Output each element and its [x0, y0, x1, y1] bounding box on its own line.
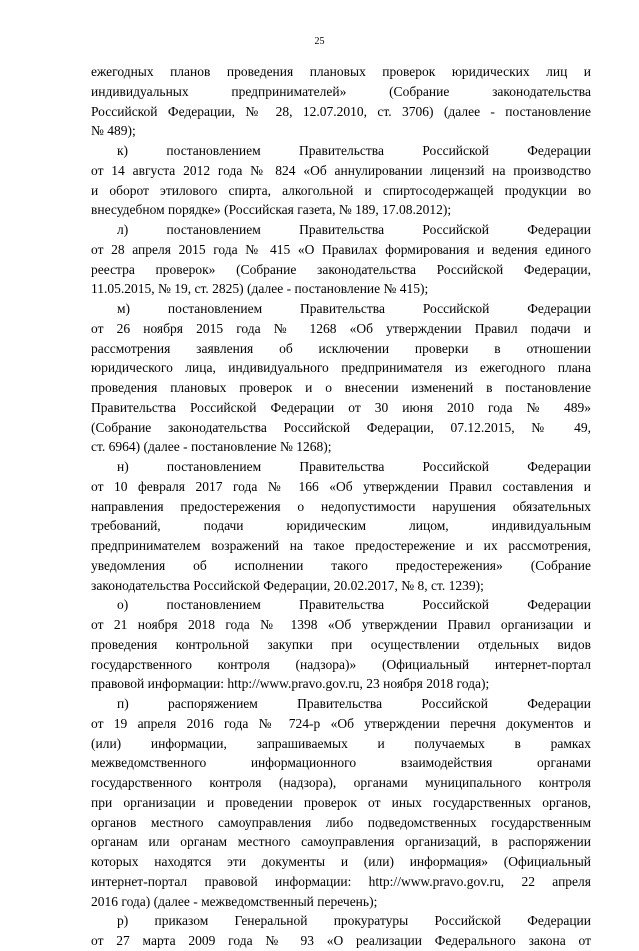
text-line: уведомления об исполнении такого предостережения» (Собрание: [91, 557, 591, 573]
text-line: юридического лица, индивидуального предпринимателя из ежегодного плана: [91, 360, 591, 376]
text-line: № 489);: [91, 123, 136, 139]
text-line: (или) информации, запрашиваемых и получаемых в рамках: [91, 735, 591, 751]
text-line: от 21 ноября 2018 года № 1398 «Об утверждении Правил организации и: [91, 617, 591, 632]
text-line: от 10 февраля 2017 года № 166 «Об утверждении Правил составления и: [91, 478, 591, 494]
document-body: [91, 62, 591, 951]
text-line: интернет-портал правовой информации: http://www.pravo.gov.ru, 22 апреля: [91, 873, 591, 889]
text-line: 2016 года) (далее - межведомственный перечень);: [91, 893, 378, 909]
paragraph: [91, 595, 591, 694]
text-line: правовой информации: http://www.pravo.gov.ru, 23 ноября 2018 года);: [91, 676, 490, 692]
text-line: реестра проверок» (Собрание законодательства Российской Федерации,: [91, 261, 591, 277]
text-line: м) постановлением Правительства Российской Федерации: [117, 301, 591, 316]
text-line: н) постановлением Правительства Российской Федерации: [117, 459, 591, 474]
text-line: внесудебном порядке» (Российская газета, № 189, 17.08.2012);: [91, 202, 452, 218]
text-line: 11.05.2015, № 19, ст. 2825) (далее - постановление № 415);: [91, 281, 429, 297]
text-line: Российской Федерации, № 28, 12.07.2010, ст. 3706) (далее - постановление: [91, 103, 591, 119]
text-line: от 19 апреля 2016 года № 724-р «Об утверждении перечня документов и: [91, 715, 591, 731]
text-line: ежегодных планов проведения плановых проверок юридических лиц и: [91, 64, 591, 79]
text-line: требований, подачи юридическим лицом, индивидуальным: [91, 518, 591, 534]
text-line: которых находятся эти документы и (или) информация» (Официальный: [91, 854, 591, 869]
text-line: от 28 апреля 2015 года № 415 «О Правилах формирования и ведения единого: [91, 241, 591, 257]
paragraph: [91, 220, 591, 299]
page-number: 25: [314, 36, 325, 47]
text-line: законодательства Российской Федерации, 20.02.2017, № 8, ст. 1239);: [91, 577, 484, 593]
text-line: рассмотрения заявления об исключении проверки в отношении: [91, 340, 591, 356]
text-line: и оборот этилового спирта, алкогольной и спиртосодержащей продукции во: [91, 182, 591, 198]
paragraph: [91, 62, 591, 141]
text-line: от 27 марта 2009 года № 93 «О реализации Федерального закона от: [91, 933, 591, 948]
text-line: государственного контроля (надзора), органами муниципального контроля: [91, 775, 591, 790]
paragraph: [91, 457, 591, 595]
text-line: от 14 августа 2012 года № 824 «Об аннулировании лицензий на производство: [91, 162, 591, 178]
text-line: р) приказом Генеральной прокуратуры Российской Федерации: [117, 913, 591, 929]
paragraph: [91, 141, 591, 220]
paragraph: [91, 911, 591, 951]
text-line: индивидуальных предпринимателей» (Собрание законодательства: [91, 83, 591, 99]
text-line: ст. 6964) (далее - постановление № 1268);: [91, 439, 332, 455]
text-line: при организации и проведении проверок от иных государственных органов,: [91, 794, 591, 810]
text-line: государственного контроля (надзора)» (Официальный интернет-портал: [91, 656, 591, 672]
text-line: л) постановлением Правительства Российской Федерации: [117, 222, 591, 237]
text-line: органам или органам местного самоуправления организаций, в распоряжении: [91, 834, 591, 850]
text-line: Правительства Российской Федерации от 30 июня 2010 года № 489»: [91, 399, 591, 415]
text-line: проведения плановых проверок и о внесении изменений в постановление: [91, 380, 591, 395]
text-line: (Собрание законодательства Российской Федерации, 07.12.2015, № 49,: [91, 419, 591, 435]
text-line: проведения контрольной закупки при осуществлении отдельных видов: [91, 636, 591, 652]
text-line: п) распоряжением Правительства Российской Федерации: [117, 696, 591, 711]
text-line: предпринимателем возражений на такое предостережение и их рассмотрения,: [91, 538, 591, 553]
text-line: от 26 ноября 2015 года № 1268 «Об утверждении Правил подачи и: [91, 320, 591, 336]
text-line: к) постановлением Правительства Российской Федерации: [117, 143, 591, 158]
text-line: органов местного самоуправления либо подведомственных государственным: [91, 814, 591, 830]
paragraph: [91, 299, 591, 457]
paragraph: [91, 694, 591, 911]
text-line: направления предостережения о недопустимости нарушения обязательных: [91, 498, 591, 514]
text-line: межведомственного информационного взаимодействия органами: [91, 755, 591, 771]
text-line: о) постановлением Правительства Российской Федерации: [117, 597, 591, 613]
